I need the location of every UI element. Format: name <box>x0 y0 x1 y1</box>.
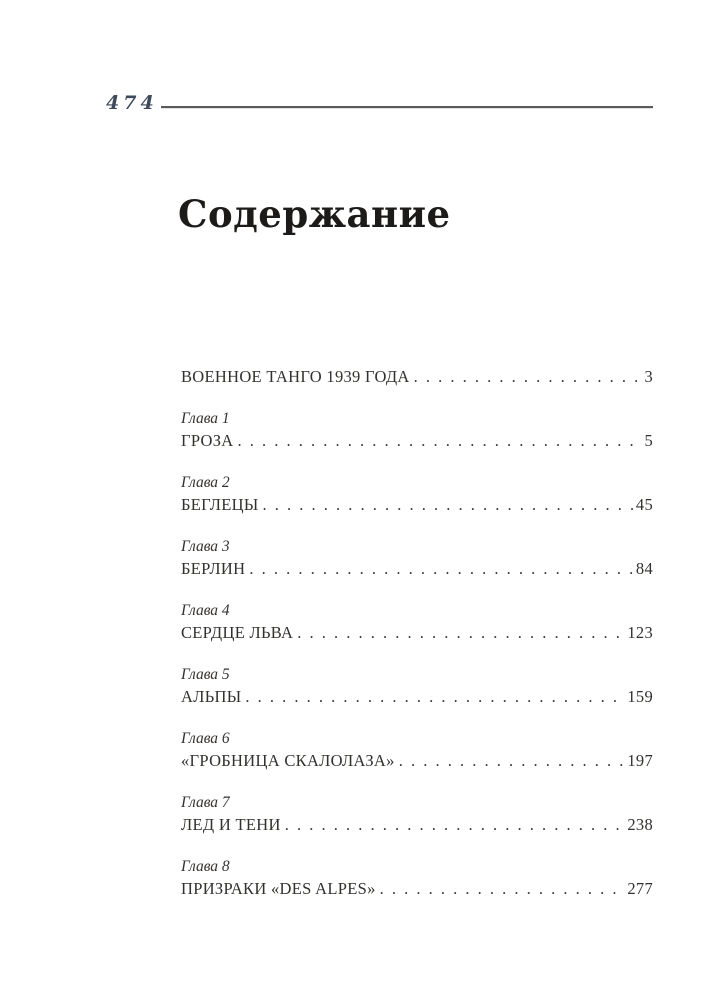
toc-entry <box>181 856 653 900</box>
dot-leader <box>245 685 625 708</box>
toc-entry-line <box>181 877 653 900</box>
toc-entry-page: 123 <box>627 623 653 642</box>
toc-entry <box>181 728 653 772</box>
header-rule <box>161 106 653 108</box>
toc-entry <box>181 408 653 452</box>
toc-entry-line <box>181 493 653 516</box>
toc-entry-title: ВОЕННОЕ ТАНГО 1939 ГОДА <box>181 367 410 386</box>
toc-entry-line <box>181 685 653 708</box>
toc-entry <box>181 472 653 516</box>
toc-entry <box>181 792 653 836</box>
chapter-label: Глава 6 <box>181 730 230 747</box>
toc-entry <box>181 664 653 708</box>
page-number: 474 <box>106 92 158 114</box>
toc-entry-title: БЕРЛИН <box>181 559 246 578</box>
dot-leader <box>399 749 626 772</box>
chapter-label: Глава 5 <box>181 666 230 683</box>
chapter-label: Глава 7 <box>181 794 230 811</box>
toc-entry-line <box>181 429 653 452</box>
toc-entry-page: 238 <box>627 815 653 834</box>
dot-leader <box>263 493 634 516</box>
page-title: Содержание <box>178 191 451 236</box>
toc-entry-line <box>181 621 653 644</box>
toc-entry <box>181 600 653 644</box>
toc-entry-line <box>181 557 653 580</box>
toc-entry-title: ПРИЗРАКИ «DES ALPES» <box>181 879 376 898</box>
toc-entry-page: 277 <box>627 879 653 898</box>
toc-entry-page: 197 <box>627 751 653 770</box>
table-of-contents <box>181 365 653 920</box>
toc-entry-line <box>181 365 653 388</box>
toc-entry-page: 5 <box>644 431 653 450</box>
chapter-label: Глава 3 <box>181 538 230 555</box>
toc-entry-line <box>181 749 653 772</box>
dot-leader <box>249 557 634 580</box>
toc-entry-title: «ГРОБНИЦА СКАЛОЛАЗА» <box>181 751 395 770</box>
toc-entry-title: СЕРДЦЕ ЛЬВА <box>181 623 294 642</box>
toc-entry-title: ЛЕД И ТЕНИ <box>181 815 281 834</box>
dot-leader <box>297 621 625 644</box>
toc-entry-page: 45 <box>635 495 653 514</box>
toc-entry <box>181 536 653 580</box>
toc-entry-line <box>181 813 653 836</box>
chapter-label: Глава 1 <box>181 410 230 427</box>
dot-leader <box>380 877 626 900</box>
toc-entry-page: 159 <box>627 687 653 706</box>
chapter-label: Глава 8 <box>181 858 230 875</box>
chapter-label: Глава 2 <box>181 474 230 491</box>
dot-leader <box>414 365 643 388</box>
toc-entry <box>181 365 653 388</box>
toc-entry-page: 84 <box>635 559 653 578</box>
toc-entry-title: БЕГЛЕЦЫ <box>181 495 259 514</box>
chapter-label: Глава 4 <box>181 602 230 619</box>
toc-entry-title: АЛЬПЫ <box>181 687 242 706</box>
dot-leader <box>285 813 626 836</box>
dot-leader <box>238 429 643 452</box>
toc-entry-title: ГРОЗА <box>181 431 234 450</box>
toc-entry-page: 3 <box>644 367 653 386</box>
